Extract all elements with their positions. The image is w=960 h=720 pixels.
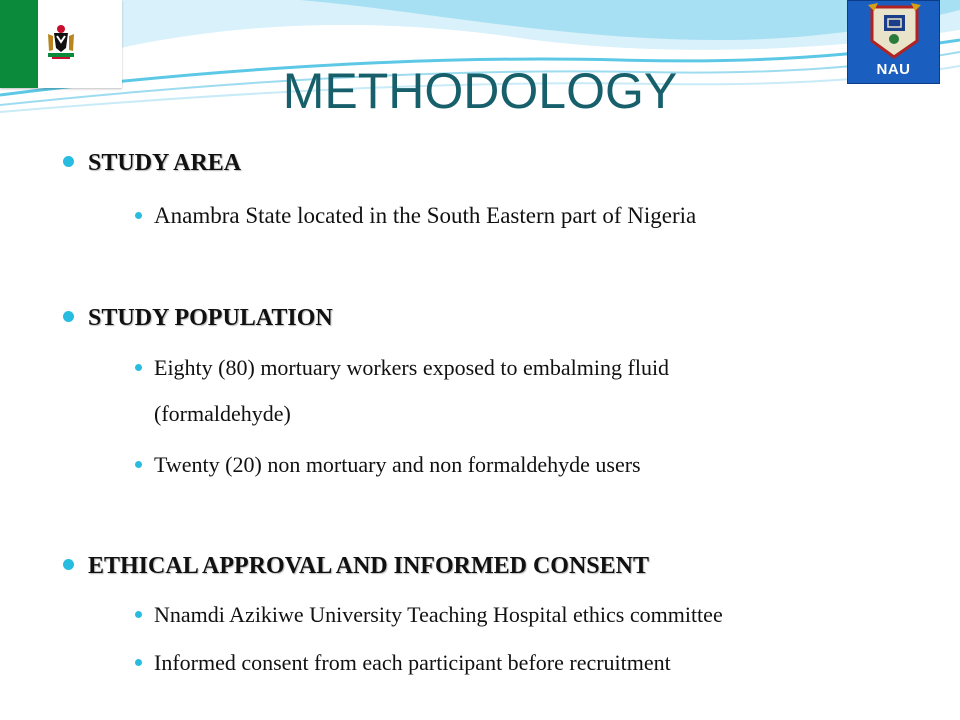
section-heading-study-area: STUDY AREA [88, 150, 242, 176]
section-heading-study-population: STUDY POPULATION [88, 305, 333, 331]
list-item: Nnamdi Azikiwe University Teaching Hospital ethics committee [154, 592, 723, 638]
list-item: Anambra State located in the South Eastern part of Nigeria [154, 193, 696, 239]
list-item-line: (formaldehyde) [154, 401, 291, 426]
page-title: METHODOLOGY [282, 63, 678, 119]
university-logo-text: NAU [876, 61, 911, 78]
list-item: Informed consent from each participant before recruitment [154, 640, 671, 686]
list-item: Twenty (20) non mortuary and non formaldehyde users [154, 442, 641, 488]
list-item [154, 345, 669, 437]
list-item-line: Eighty (80) mortuary workers exposed to embalming fluid [154, 355, 670, 380]
section-heading-ethical-approval: ETHICAL APPROVAL AND INFORMED CONSENT [88, 553, 649, 579]
